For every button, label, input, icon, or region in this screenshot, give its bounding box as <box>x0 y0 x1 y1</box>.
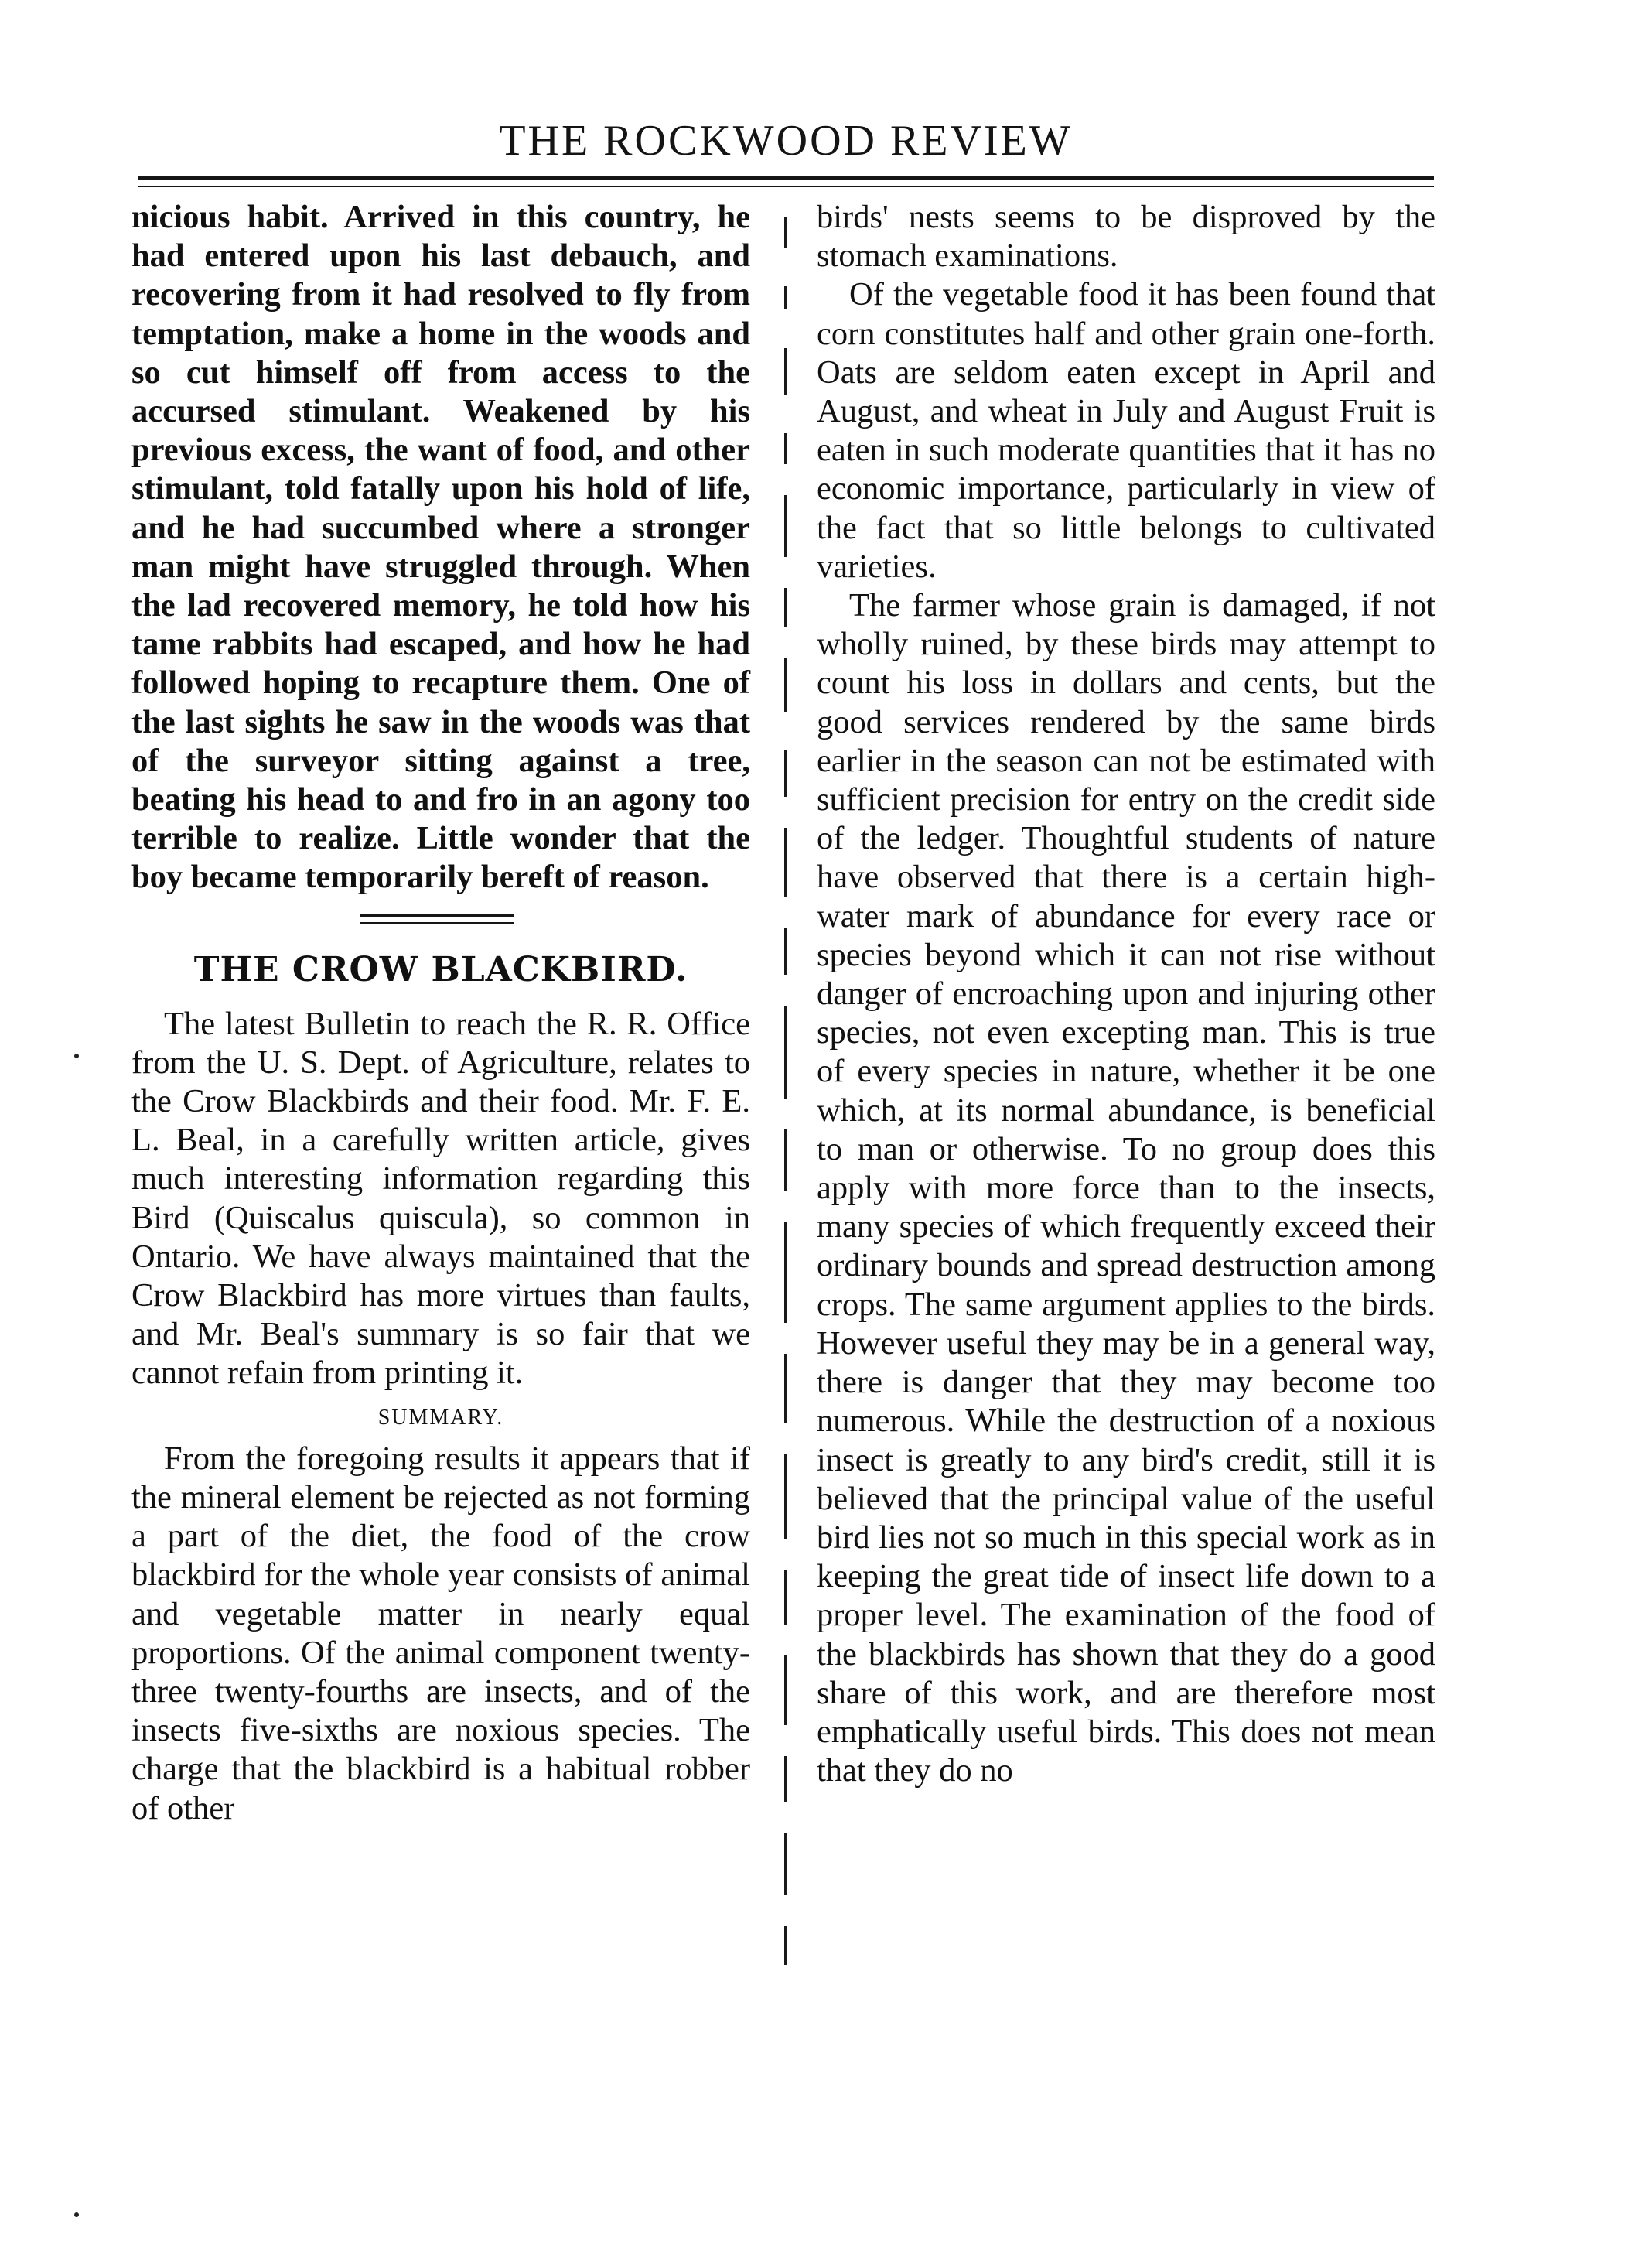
left-continuation-paragraph: nicious habit. Arrived in this country, he had entered upon his last debauch, and recovering from it had resolved to fly from temptation, make a home in the woods and so cut himself off from access to the accursed stimulant. Weakened by his previous excess, the want of food, and other stimulant, told fatally upon his hold of life, and he had succumbed where a stronger man might have struggled through. When the lad recovered memory, he told how his tame rabbits had escaped, and how he had followed hoping to recapture them. One of the last sights he saw in the woods was that of the surveyor sitting against a tree, beating his head to and fro in an agony too terrible to realize. Little wonder that the boy became temporarily bereft of reason. <box>131 199 750 896</box>
article-intro-paragraph: The latest Bulletin to reach the R. R. Office from the U. S. Dept. of Agriculture, relates to the Crow Blackbirds and their food. Mr. F. E. L. Beal, in a carefully written article, gives much interesting information regarding this Bird (Quiscalus quiscula), so common in Ontario. We have always maintained that the Crow Blackbird has more virtues than faults, and Mr. Beal's summary is so fair that we cannot refain from printing it. <box>131 1005 750 1392</box>
article-title: THE CROW BLACKBIRD. <box>193 949 688 989</box>
running-title: THE ROCKWOOD REVIEW <box>499 117 1073 165</box>
margin-dot <box>74 2212 79 2217</box>
right-column <box>817 198 1435 1790</box>
section-divider-rule <box>360 922 514 924</box>
section-divider-rule <box>360 914 514 917</box>
column-gutter-rule <box>781 217 790 2019</box>
margin-dot <box>74 1054 79 1058</box>
summary-paragraph: From the foregoing results it appears that if the mineral element be rejected as not forming a part of the diet, the food of the crow blackbird for the whole year consists of animal and vegetable matter in nearly equal proportions. Of the animal component twenty-three twenty-fourths are insects, and of the insects five-sixths are noxious species. The charge that the blackbird is a habitual robber of other <box>131 1440 750 1826</box>
farmer-paragraph: The farmer whose grain is damaged, if not wholly ruined, by these birds may attempt to count his loss in dollars and cents, but the good services rendered by the same birds earlier in the season can not be estimated with sufficient precision for entry on the credit side of the ledger. Thoughtful students of nature have observed that there is a certain high-water mark of abundance for every race or species beyond which it can not rise without danger of encroaching upon and injuring other species, not even excepting man. This is true of every species in nature, whether it be one which, at its normal abundance, is beneficial to man or otherwise. To no group does this apply with more force than to the insects, many species of which frequently exceed their ordinary bounds and spread destruction among crops. The same argument applies to the birds. However useful they may be in a general way, there is danger that they may become too numerous. While the destruction of a noxious insect is greatly to any bird's credit, still it is believed that the principal value of the useful bird lies not so much in this special work as in keeping the great tide of insect life down to a proper level. The examination of the food of the blackbirds has shown that they do a good share of this work, and are therefore most emphatically useful birds. This does not mean that they do no <box>817 587 1435 1789</box>
header-rule-thin <box>138 186 1434 187</box>
left-column <box>131 198 750 1828</box>
right-continuation-paragraph: birds' nests seems to be disproved by the stomach examinations. <box>817 199 1435 275</box>
header-rule-thick <box>138 176 1434 180</box>
vegetable-food-paragraph: Of the vegetable food it has been found that corn constitutes half and other grain one-forth. Oats are seldom eaten except in April and August, and wheat in July and August Fruit is eaten in such moderate quantities that it has no economic importance, particularly in view of the fact that so little belongs to cultivated varieties. <box>817 276 1435 585</box>
summary-heading: SUMMARY. <box>377 1405 504 1430</box>
